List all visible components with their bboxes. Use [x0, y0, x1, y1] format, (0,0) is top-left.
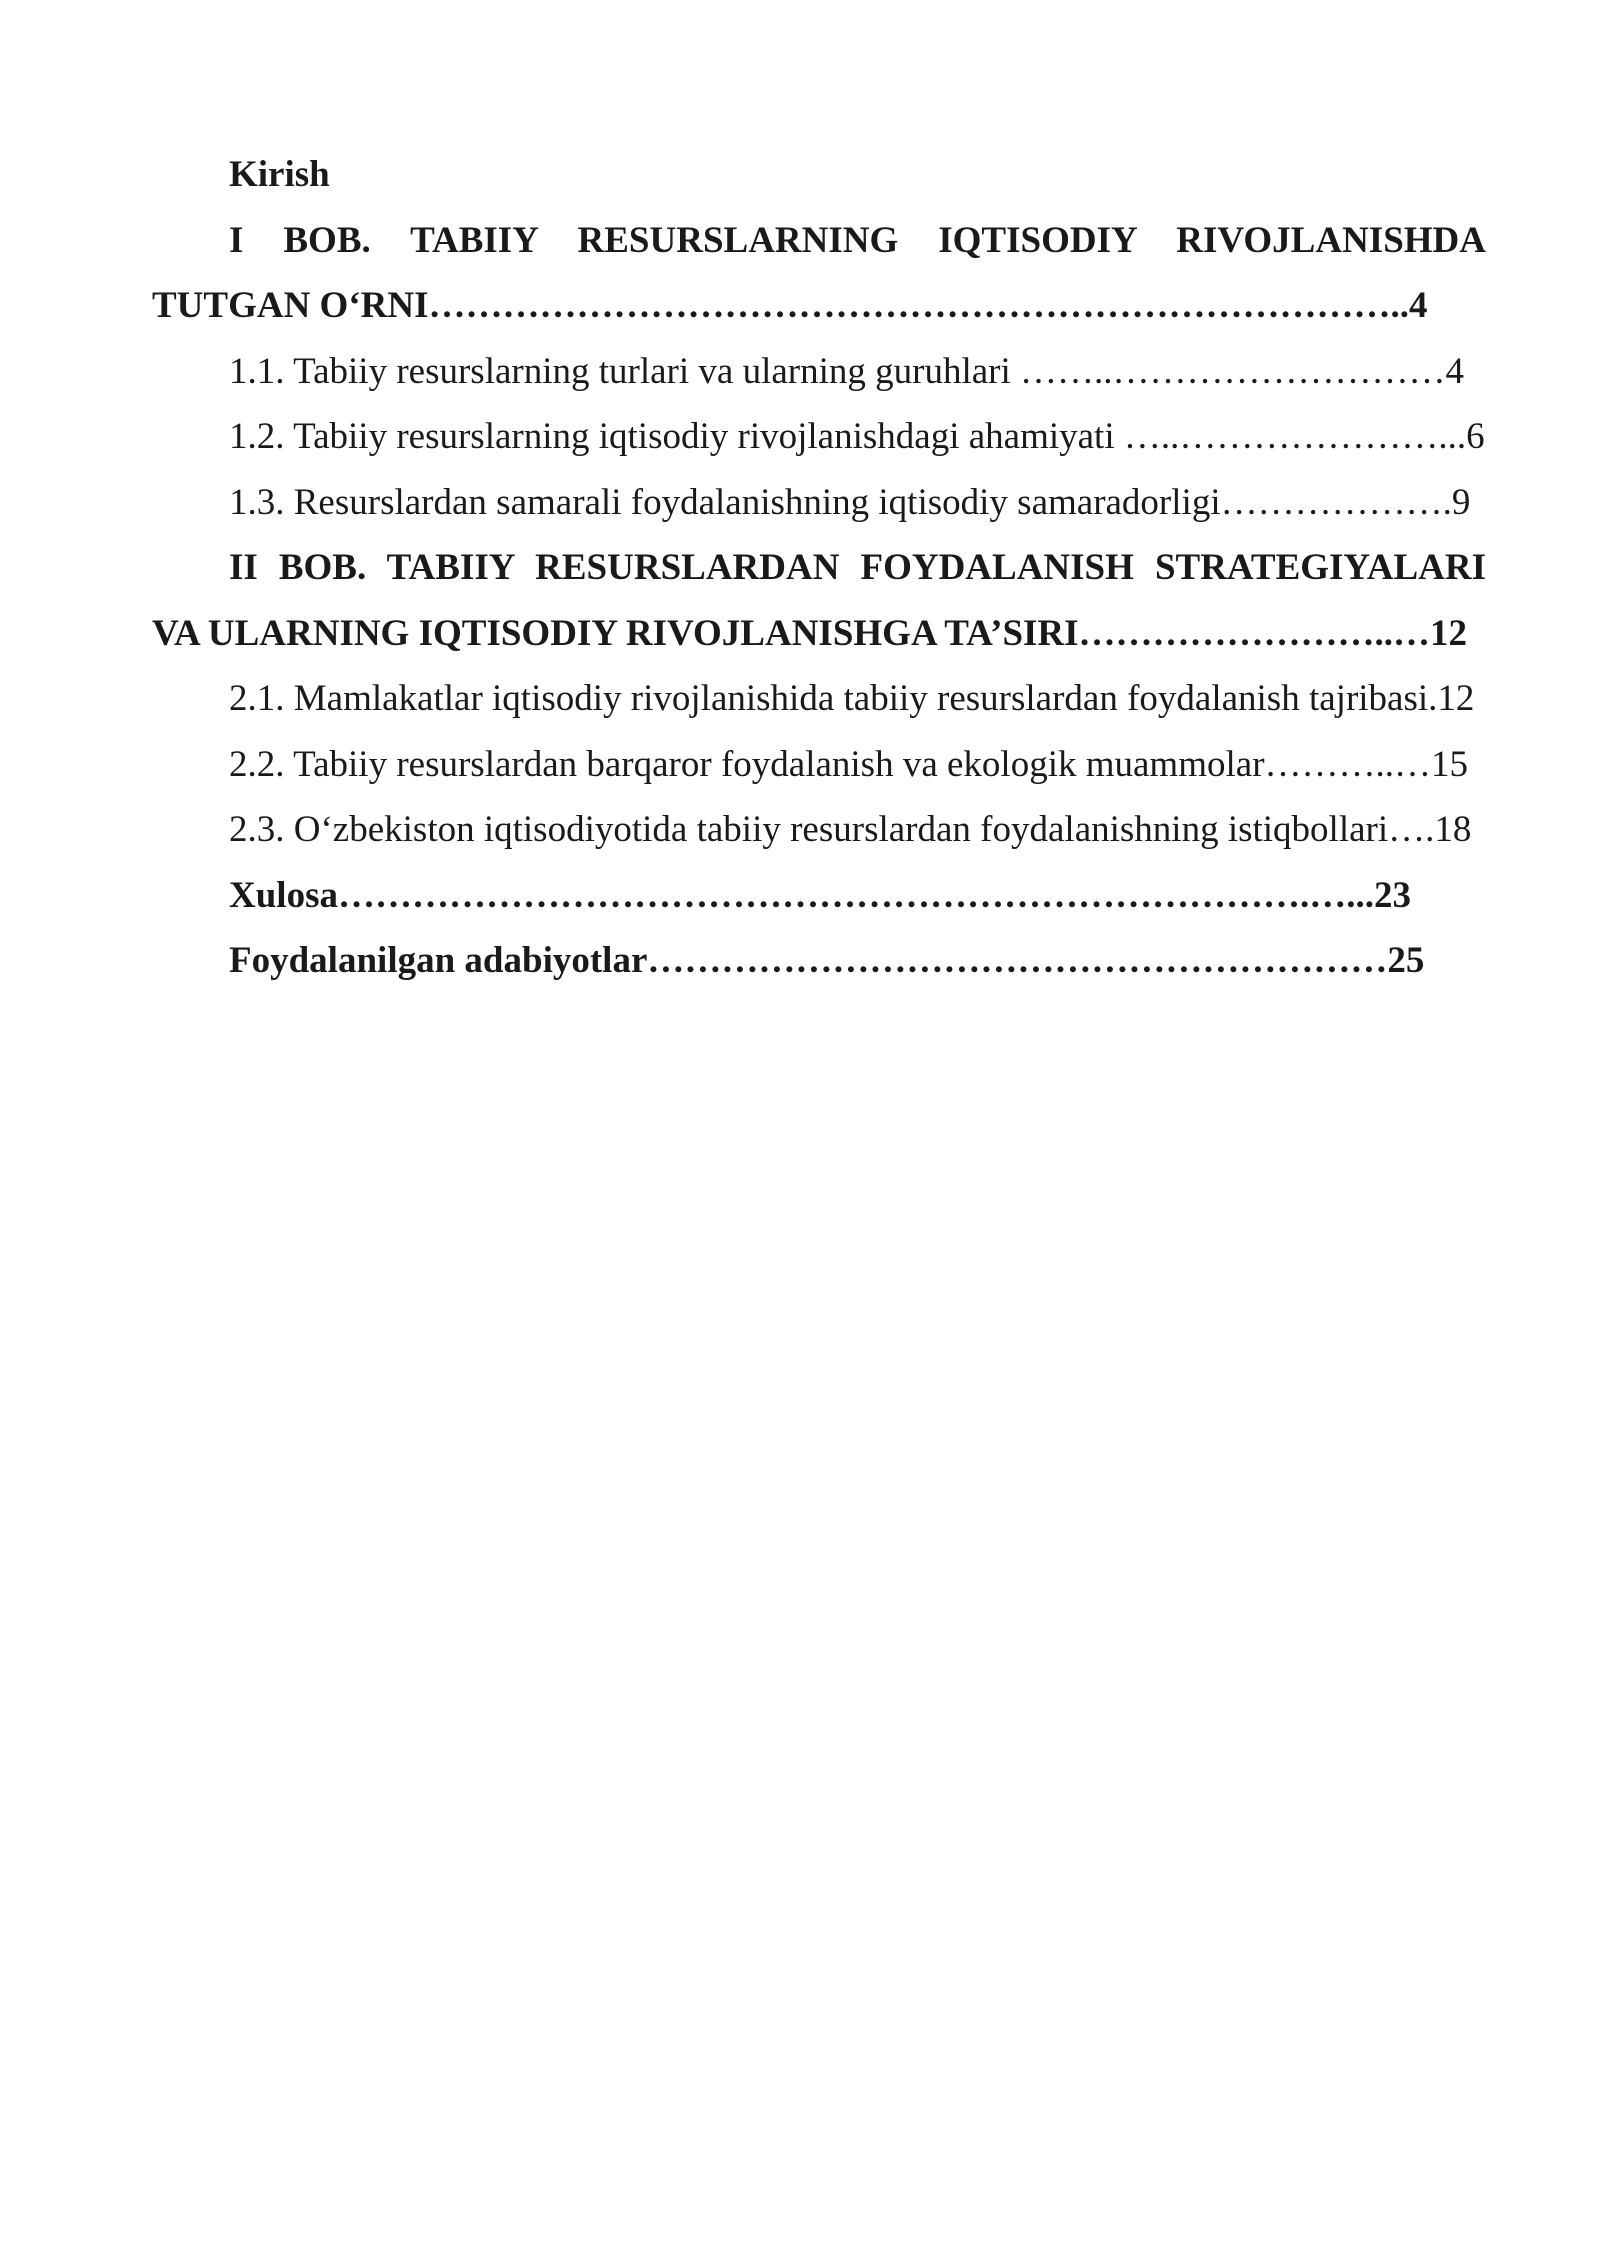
toc-section-1-2: 1.2. Tabiiy resurslarning iqtisodiy rivojlanishdagi ahamiyati …..…………………...6: [229, 416, 1485, 457]
toc-chapter-1-heading-continued: TUTGAN O‘RNI……………………………………………………………………..4: [152, 285, 1428, 326]
toc-chapter-2-heading: II BOB. TABIIY RESURSLARDAN FOYDALANISH STRATEGIYALARI: [229, 547, 1486, 588]
toc-section-2-2: 2.2. Tabiiy resurslardan barqaror foydalanish va ekologik muammolar………..…15: [229, 743, 1469, 785]
toc-chapter-1-heading: I BOB. TABIIY RESURSLARNING IQTISODIY RIVOJLANISHDA: [229, 219, 1486, 261]
toc-entry-adabiyotlar: Foydalanilgan adabiyotlar……………………………………………………25: [229, 940, 1425, 981]
toc-chapter-2-heading-continued: VA ULARNING IQTISODIY RIVOJLANISHGA TA’SIRI……………………..…12: [152, 612, 1468, 654]
toc-entry-xulosa: Xulosa…………………………………………………………………….…...23: [229, 874, 1411, 916]
toc-section-2-1: 2.1. Mamlakatlar iqtisodiy rivojlanishida tabiiy resurslardan foydalanish tajribasi.12: [229, 678, 1475, 719]
toc-entry-kirish: Kirish: [229, 154, 330, 195]
toc-section-1-3: 1.3. Resurslardan samarali foydalanishning iqtisodiy samaradorligi……………….9: [229, 481, 1471, 523]
toc-section-2-3: 2.3. O‘zbekiston iqtisodiyotida tabiiy resurslardan foydalanishning istiqbollari….18: [229, 809, 1472, 850]
table-of-contents: [152, 142, 1486, 994]
toc-section-1-1: 1.1. Tabiiy resurslarning turlari va ularning guruhlari ……..………………………4: [229, 350, 1465, 392]
